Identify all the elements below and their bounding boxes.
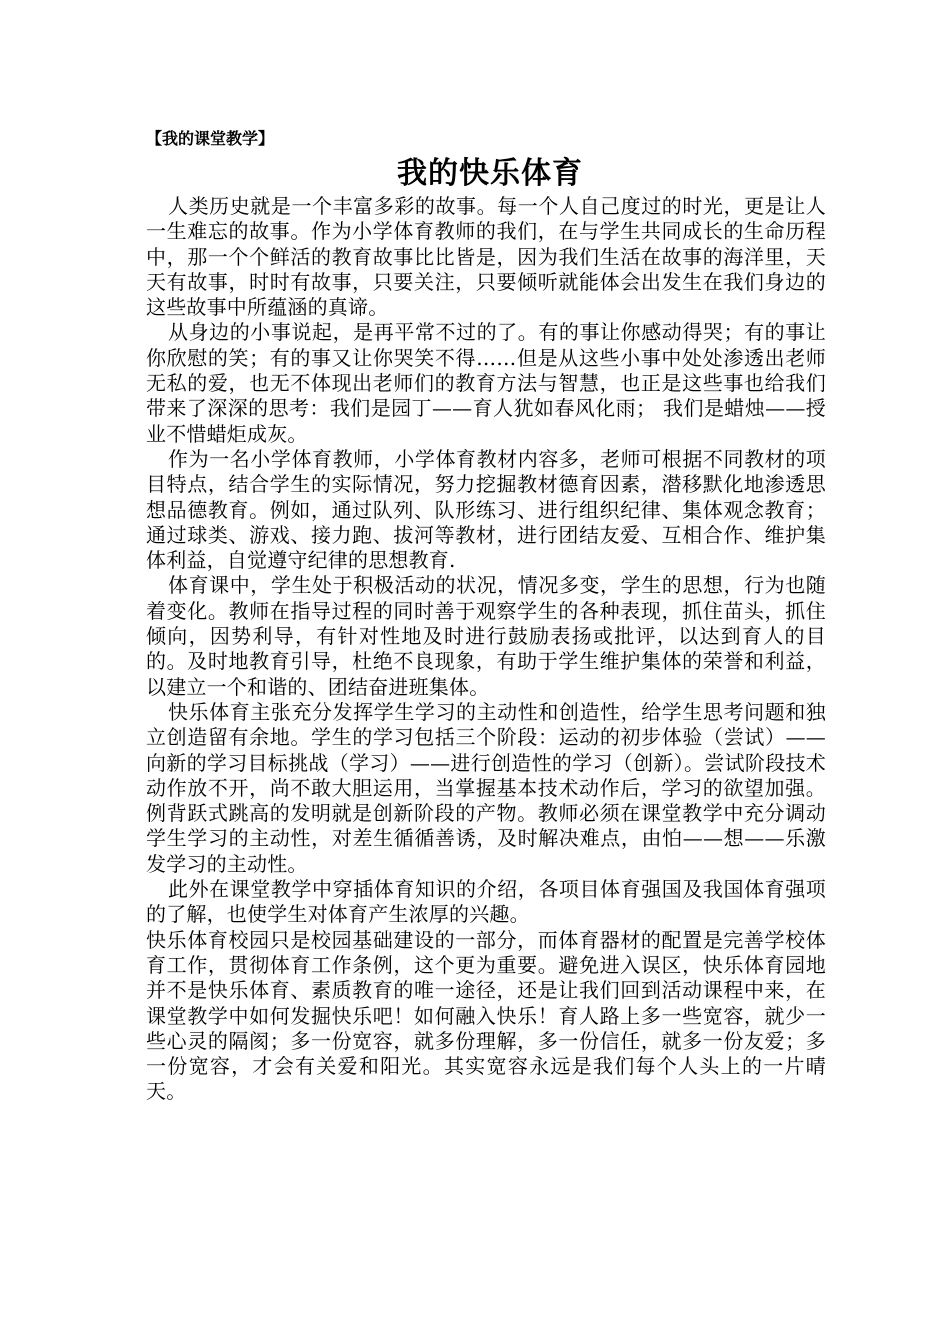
paragraph-6: 此外在课堂教学中穿插体育知识的介绍，各项目体育强国及我国体育强项的了解，也使学生对体育产生浓厚的兴趣。 <box>146 877 826 927</box>
paragraph-4: 体育课中，学生处于积极活动的状况，情况多变，学生的思想，行为也随着变化。教师在指导过程的同时善于观察学生的各种表现，抓住苗头，抓住倾向，因势利导，有针对性地及时进行鼓励表扬或批评，以达到育人的目的。及时地教育引导，杜绝不良现象，有助于学生维护集体的荣誉和利益，以建立一个和谐的、团结奋进班集体。 <box>146 573 826 699</box>
page-title: 我的快乐体育 <box>397 156 583 191</box>
paragraph-7: 快乐体育校园只是校园基础建设的一部分，而体育器材的配置是完善学校体育工作，贯彻体育工作条例，这个更为重要。避免进入误区，快乐体育园地并不是快乐体育、素质教育的唯一途径，还是让我们回到活动课程中来，在课堂教学中如何发掘快乐吧！如何融入快乐！育人路上多一些宽容，就少一些心灵的隔阂；多一份宽容，就多份理解，多一份信任，就多一份友爱；多一份宽容，才会有关爱和阳光。其实宽容永远是我们每个人头上的一片晴天。 <box>146 927 826 1104</box>
paragraph-2: 从身边的小事说起，是再平常不过的了。有的事让你感动得哭；有的事让你欣慰的笑；有的事又让你哭笑不得……但是从这些小事中处处渗透出老师无私的爱，也无不体现出老师们的教育方法与智慧，也正是这些事也给我们带来了深深的思考：我们是园丁——育人犹如春风化雨； 我们是蜡烛——授业不惜蜡炬成灰。 <box>146 320 826 446</box>
document-page <box>146 124 826 1105</box>
article-body <box>146 194 826 1105</box>
paragraph-3: 作为一名小学体育教师，小学体育教材内容多，老师可根据不同教材的项目特点，结合学生的实际情况，努力挖掘教材德育因素，潜移默化地渗透思想品德教育。例如，通过队列、队形练习、进行组织纪律、集体观念教育；通过球类、游戏、接力跑、拔河等教材，进行团结友爱、互相合作、维护集体利益，自觉遵守纪律的思想教育. <box>146 446 826 573</box>
paragraph-5: 快乐体育主张充分发挥学生学习的主动性和创造性，给学生思考问题和独立创造留有余地。学生的学习包括三个阶段：运动的初步体验（尝试）——向新的学习目标挑战（学习）——进行创造性的学习（创新）。尝试阶段技术动作放不开，尚不敢大胆运用，当掌握基本技术动作后，学习的欲望加强。例背跃式跳高的发明就是创新阶段的产物。教师必须在课堂教学中充分调动学生学习的主动性，对差生循循善诱，及时解决难点，由怕——想——乐激发学习的主动性。 <box>146 699 826 876</box>
paragraph-1: 人类历史就是一个丰富多彩的故事。每一个人自己度过的时光，更是让人一生难忘的故事。作为小学体育教师的我们，在与学生共同成长的生命历程中，那一个个鲜活的教育故事比比皆是，因为我们生活在故事的海洋里，天天有故事，时时有故事，只要关注，只要倾听就能体会出发生在我们身边的这些故事中所蕴涵的真谛。 <box>146 194 826 320</box>
section-label: 【我的课堂教学】 <box>146 129 275 148</box>
